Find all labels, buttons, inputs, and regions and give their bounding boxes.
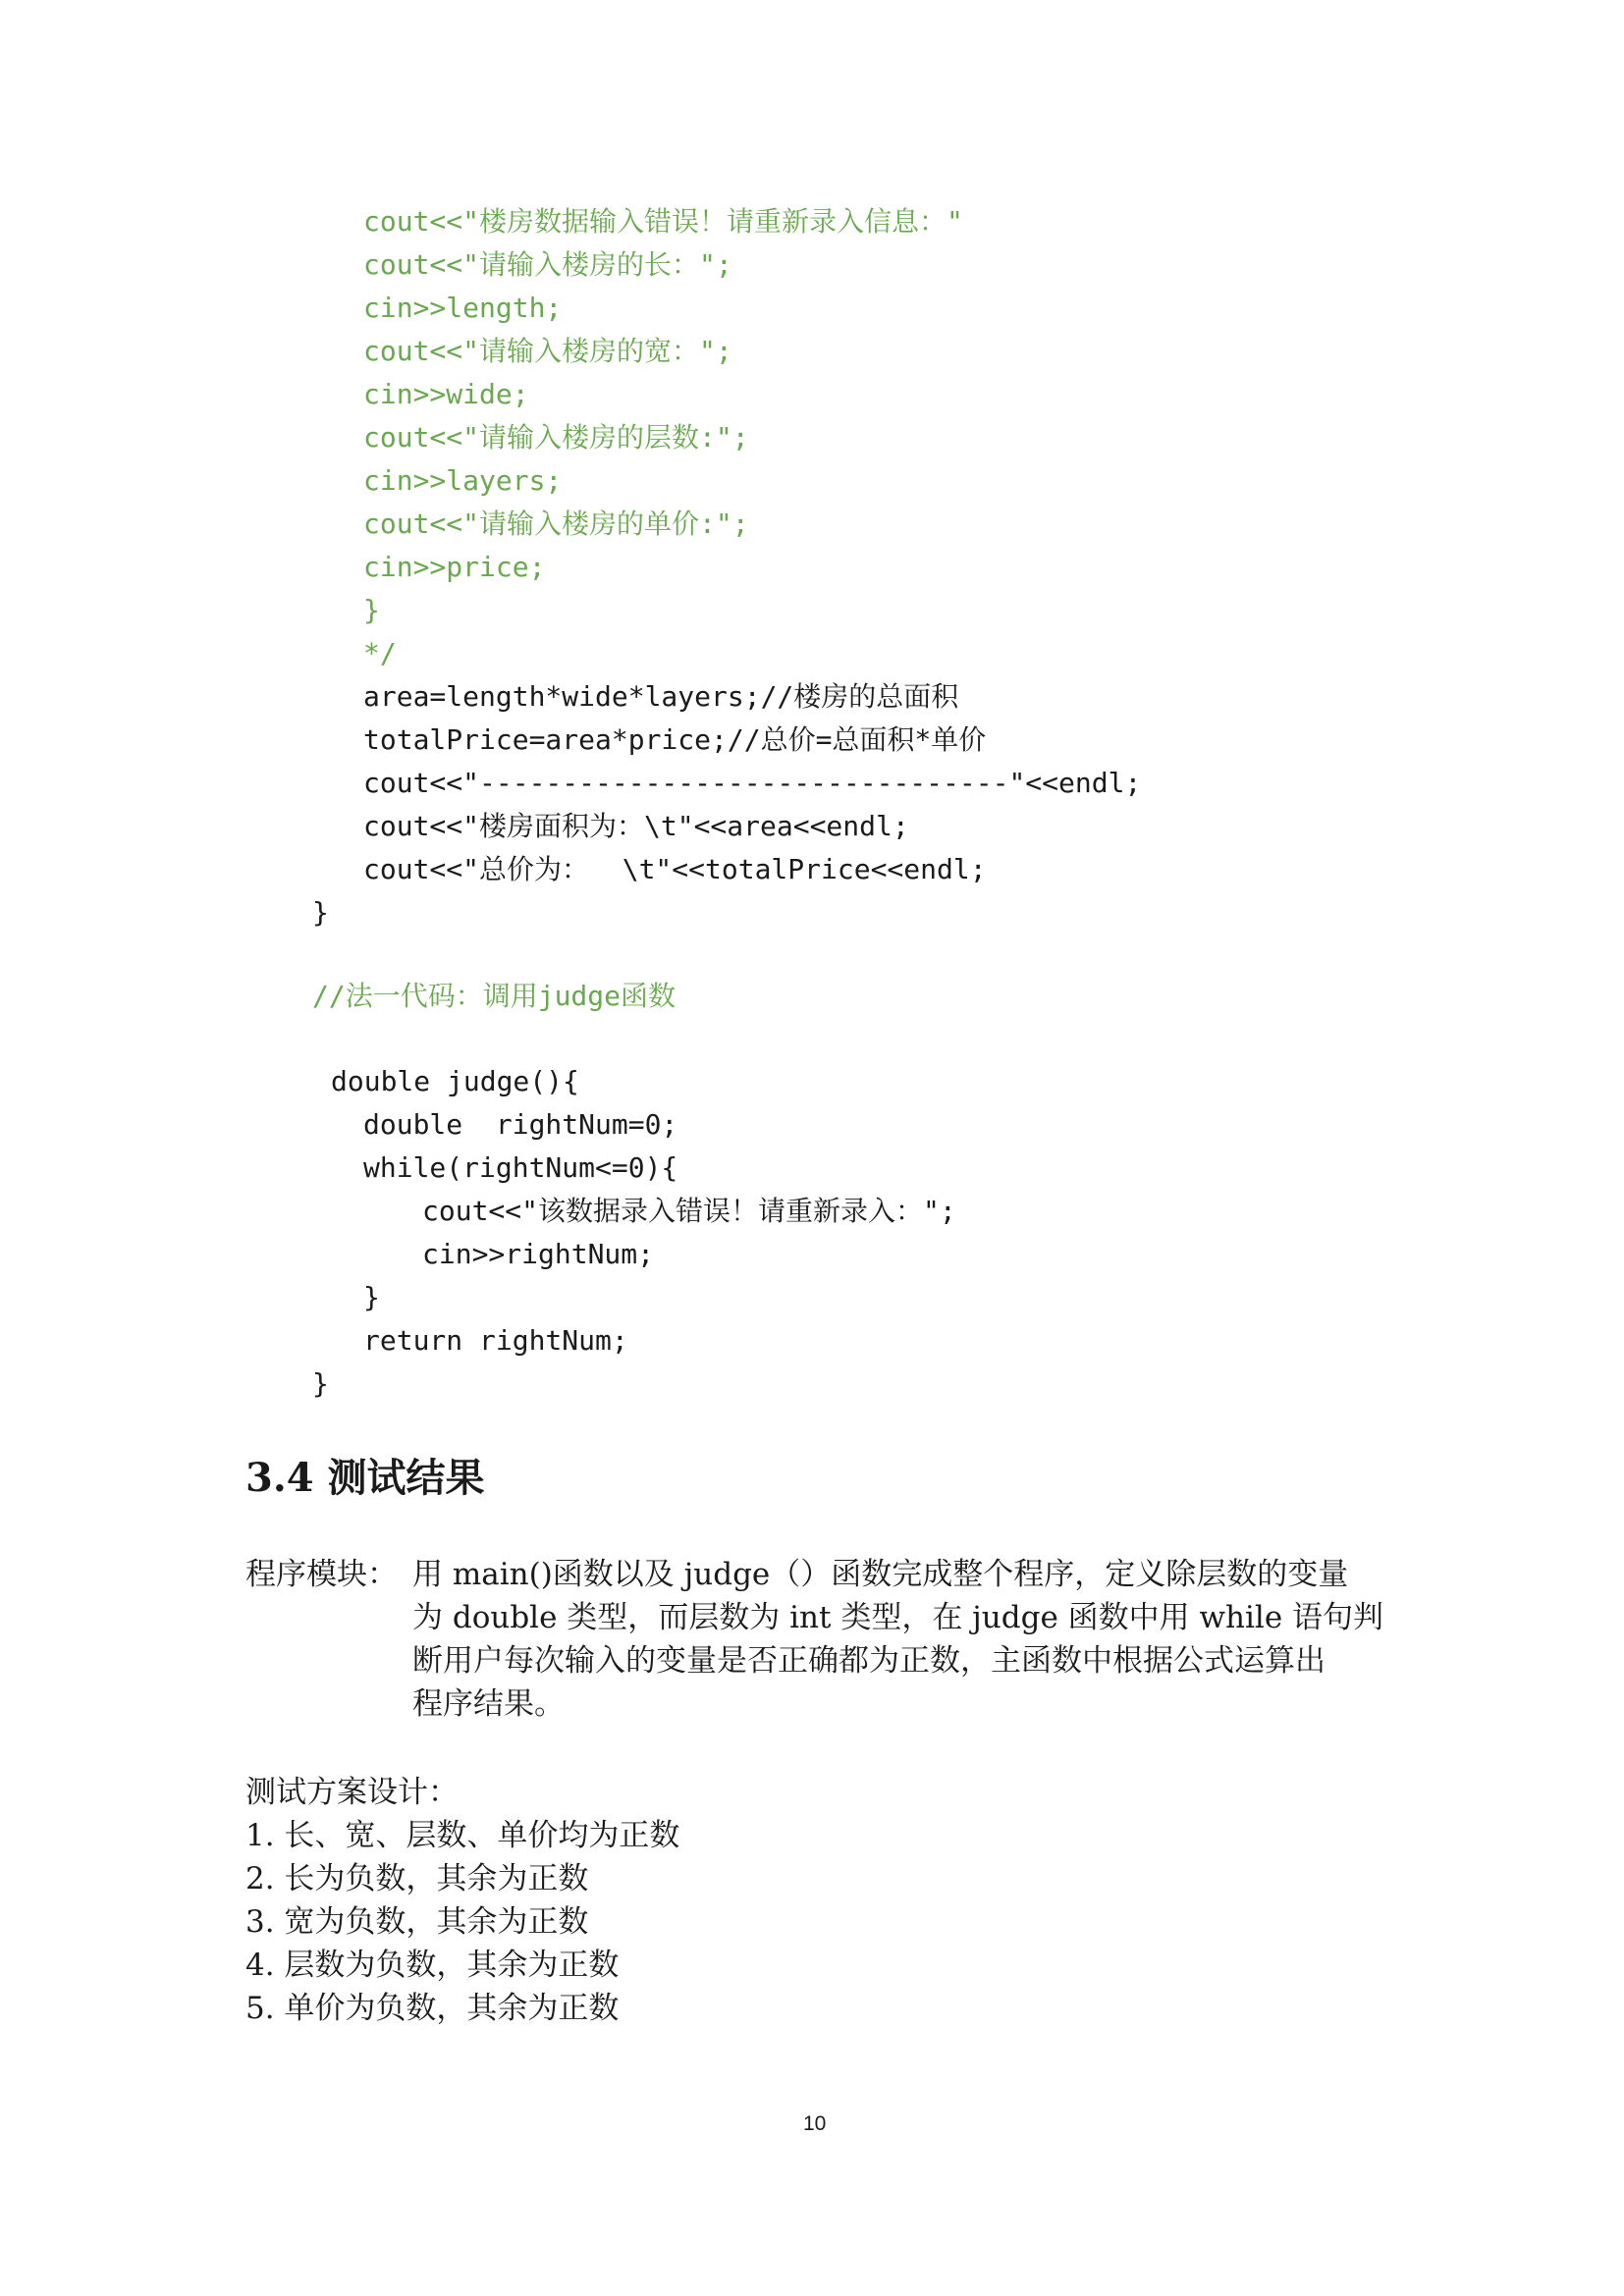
- program-module-line: 断用户每次输入的变量是否正确都为正数，主函数中根据公式运算出: [412, 1643, 1326, 1679]
- code-line: double rightNum=0;: [363, 1108, 678, 1141]
- test-design-title: 测试方案设计：: [245, 1775, 459, 1810]
- test-design-item: 4. 层数为负数，其余为正数: [245, 1948, 620, 1983]
- code-line: cout<<"该数据录入错误！请重新录入：";: [422, 1195, 956, 1227]
- code-line: cin>>layers;: [363, 464, 563, 497]
- code-line: cout<<"楼房数据输入错误！请重新录入信息：": [363, 205, 963, 238]
- test-design-item: 2. 长为负数，其余为正数: [245, 1861, 589, 1896]
- test-design-item: 3. 宽为负数，其余为正数: [245, 1904, 589, 1940]
- code-line: cout<<"请输入楼房的层数:";: [363, 421, 749, 454]
- code-line: double judge(){: [331, 1065, 579, 1097]
- program-module-line: 程序结果。: [412, 1686, 565, 1722]
- code-line: }: [363, 1281, 380, 1313]
- code-line: }: [312, 1367, 329, 1400]
- code-line: return rightNum;: [363, 1324, 628, 1357]
- section-title: 3.4 测试结果: [245, 1455, 485, 1501]
- code-line: cout<<"请输入楼房的宽：";: [363, 335, 732, 367]
- code-line: area=length*wide*layers;//楼房的总面积: [363, 680, 959, 713]
- code-line: cin>>price;: [363, 551, 546, 583]
- code-line: cin>>length;: [363, 292, 563, 324]
- test-design-item: 1. 长、宽、层数、单价均为正数: [245, 1818, 680, 1853]
- program-module-label: 程序模块：: [245, 1557, 398, 1592]
- test-design-item: 5. 单价为负数，其余为正数: [245, 1991, 620, 2026]
- page-number: 10: [803, 2112, 827, 2135]
- code-line: cout<<"总价为： \t"<<totalPrice<<endl;: [363, 853, 987, 885]
- code-line: */: [363, 637, 397, 669]
- code-line: cout<<"请输入楼房的单价:";: [363, 507, 749, 540]
- program-module-line: 为 double 类型，而层数为 int 类型，在 judge 函数中用 while 语句判: [412, 1600, 1384, 1635]
- program-module-line: 用 main()函数以及 judge（）函数完成整个程序，定义除层数的变量: [412, 1557, 1349, 1592]
- code-line: cin>>wide;: [363, 378, 529, 410]
- code-line: totalPrice=area*price;//总价=总面积*单价: [363, 723, 987, 756]
- code-line: cout<<"--------------------------------"<<endl;: [363, 767, 1142, 799]
- code-line: cin>>rightNum;: [422, 1238, 655, 1270]
- code-comment-heading: //法一代码：调用judge函数: [312, 980, 677, 1012]
- code-line: }: [363, 594, 380, 626]
- code-line: }: [312, 896, 329, 929]
- code-line: cout<<"请输入楼房的长：";: [363, 248, 732, 281]
- code-line: while(rightNum<=0){: [363, 1151, 678, 1184]
- code-line: cout<<"楼房面积为：\t"<<area<<endl;: [363, 810, 909, 842]
